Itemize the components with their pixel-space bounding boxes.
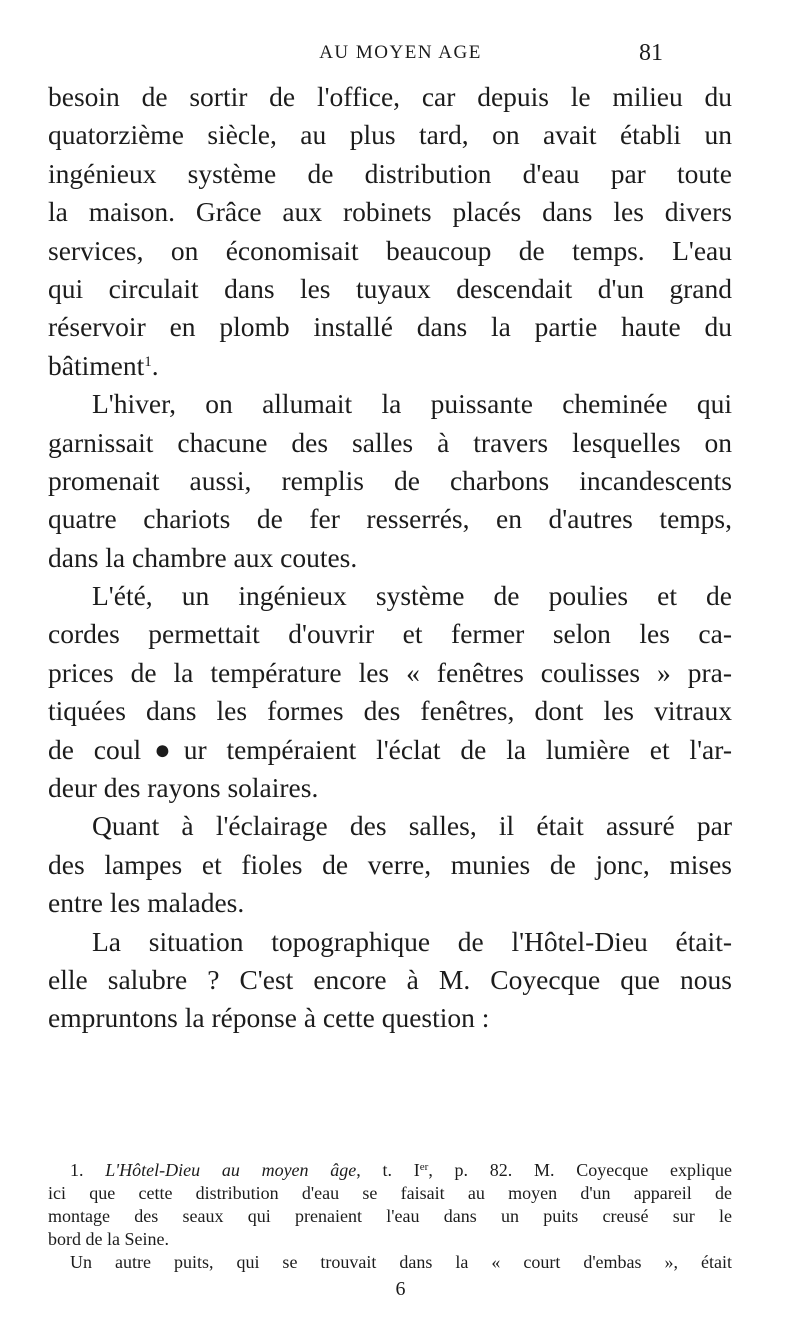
text-line: besoin de sortir de l'office, car depuis le milieu du xyxy=(48,81,732,112)
footnotes xyxy=(48,1159,732,1274)
text-line: réservoir en plomb installé dans la partie haute du xyxy=(48,311,732,343)
footnote-line: montage des seaux qui prenaient l'eau dans un puits creusé sur le xyxy=(48,1206,732,1226)
body-text xyxy=(48,78,732,1038)
text-line: quatre chariots de fer resserrés, en d'autres temps, xyxy=(48,503,732,535)
text-line: la maison. Grâce aux robinets placés dans les divers xyxy=(48,196,732,228)
text-line: tiquées dans les formes des fenêtres, dont les vitraux xyxy=(48,695,732,727)
text-line: empruntons la réponse à cette question : xyxy=(48,1002,490,1034)
running-head xyxy=(0,40,801,70)
footnote-text: , p. 82. M. Coyecque explique xyxy=(428,1160,732,1180)
paragraph-start-line: La situation topographique de l'Hôtel-Dieu était- xyxy=(92,925,732,957)
footnote-line: ici que cette distribution d'eau se faisait au moyen d'un appareil de xyxy=(48,1183,732,1203)
footnote-superscript: er xyxy=(419,1161,429,1173)
text-line: promenait aussi, remplis de charbons incandescents xyxy=(48,464,732,496)
text-line: elle salubre ? C'est encore à M. Coyecque que nous xyxy=(48,963,732,995)
text-line: quatorzième siècle, au plus tard, on avait établi un xyxy=(48,119,732,151)
text-line: ingénieux système de distribution d'eau par toute xyxy=(48,157,732,189)
footnote-text: , t. I xyxy=(356,1160,420,1180)
text-segment: bâtiment xyxy=(48,349,145,381)
text-line: garnissait chacune des salles à travers lesquelles on xyxy=(48,426,732,458)
footnote-line: Un autre puits, qui se trouvait dans la « court d'embas », était xyxy=(70,1252,732,1272)
paragraph-start-line: L'hiver, on allumait la puissante cheminée qui xyxy=(92,388,732,420)
paragraph-start-line: L'été, un ingénieux système de poulies et de xyxy=(92,580,732,612)
text-segment: . xyxy=(151,349,159,381)
text-line: prices de la température les « fenêtres coulisses » pra- xyxy=(48,656,732,688)
text-line: services, on économisait beaucoup de temps. L'eau xyxy=(48,234,732,266)
text-line: dans la chambre aux coutes. xyxy=(48,541,358,573)
text-line: de coul●ur tempéraient l'éclat de la lumière et l'ar- xyxy=(48,733,732,765)
footnote-number: 1. xyxy=(70,1160,84,1180)
text-line: deur des rayons solaires. xyxy=(48,772,319,804)
page-number: 81 xyxy=(639,40,663,66)
footnote-line: bord de la Seine. xyxy=(48,1229,169,1249)
text-line: qui circulait dans les tuyaux descendait d'un grand xyxy=(48,272,732,304)
text-line: des lampes et fioles de verre, munies de jonc, mises xyxy=(48,848,732,880)
footnote-reference: 1 xyxy=(144,353,152,370)
signature-mark: 6 xyxy=(395,1278,406,1300)
running-title: AU MOYEN AGE xyxy=(319,42,482,63)
paragraph-start-line: Quant à l'éclairage des salles, il était assuré par xyxy=(92,810,732,842)
text-line: entre les malades. xyxy=(48,887,245,919)
text-line: cordes permettait d'ouvrir et fermer selon les ca- xyxy=(48,618,732,650)
footnote-first-line xyxy=(48,1159,732,1182)
footnote-cited-title: L'Hôtel-Dieu au moyen âge xyxy=(105,1160,357,1180)
text-line-with-footnote xyxy=(48,347,732,385)
